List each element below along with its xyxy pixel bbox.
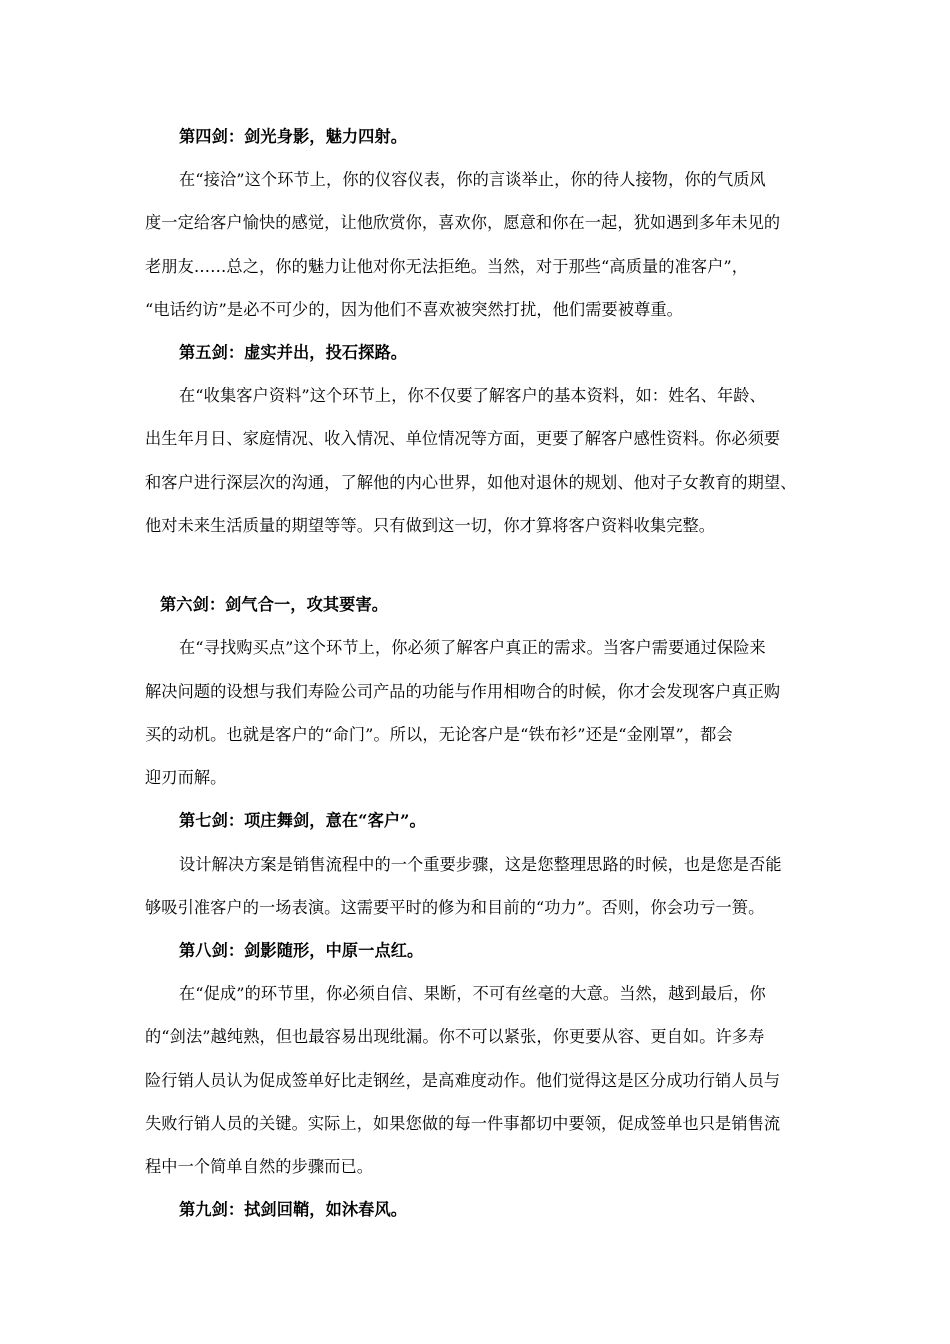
paragraph-line: 在“寻找购买点”这个环节上，你必须了解客户真正的需求。当客户需要通过保险来 (179, 638, 766, 657)
paragraph-line: 在“收集客户资料”这个环节上，你不仅要了解客户的基本资料，如：姓名、年龄、 (179, 386, 766, 405)
paragraph-line: 度一定给客户愉快的感觉，让他欣赏你，喜欢你，愿意和你在一起，犹如遇到多年未见的 (145, 213, 781, 232)
section-heading-9: 第九剑：拭剑回鞘，如沐春风。 (179, 1200, 408, 1219)
paragraph-line: 的“剑法”越纯熟，但也最容易出现纰漏。你不可以紧张，你更要从容、更自如。许多寿 (145, 1027, 765, 1046)
paragraph-line: 在“促成”的环节里，你必须自信、果断，不可有丝毫的大意。当然，越到最后，你 (179, 984, 766, 1003)
section-heading-7: 第七剑：项庄舞剑，意在“客户”。 (179, 811, 426, 830)
paragraph-line: 出生年月日、家庭情况、收入情况、单位情况等方面，更要了解客户感性资料。你必须要 (145, 429, 781, 448)
paragraph-line: 设计解决方案是销售流程中的一个重要步骤，这是您整理思路的时候，也是您是否能 (179, 855, 782, 874)
section-heading-6: 第六剑：剑气合一，攻其要害。 (160, 595, 389, 614)
paragraph-line: 失败行销人员的关键。实际上，如果您做的每一件事都切中要领，促成签单也只是销售流 (145, 1114, 781, 1133)
paragraph-line: “电话约访”是必不可少的，因为他们不喜欢被突然打扰，他们需要被尊重。 (145, 300, 683, 319)
paragraph-line: 够吸引准客户的一场表演。这需要平时的修为和目前的“功力”。否则，你会功亏一篑。 (145, 898, 765, 917)
paragraph-line: 老朋友……总之，你的魅力让他对你无法拒绝。当然，对于那些“高质量的准客户”， (145, 257, 749, 276)
paragraph-line: 程中一个简单自然的步骤而已。 (145, 1157, 374, 1176)
paragraph-line: 迎刃而解。 (145, 768, 227, 787)
paragraph-line: 买的动机。也就是客户的“命门”。所以，无论客户是“铁布衫”还是“金刚罩”，都会 (145, 725, 733, 744)
paragraph-line: 险行销人员认为促成签单好比走钢丝，是高难度动作。他们觉得这是区分成功行销人员与 (145, 1071, 781, 1090)
section-heading-8: 第八剑：剑影随形，中原一点红。 (179, 941, 424, 960)
paragraph-line: 和客户进行深层次的沟通，了解他的内心世界，如他对退休的规划、他对子女教育的期望、 (145, 473, 797, 492)
paragraph-line: 在“接洽”这个环节上，你的仪容仪表，你的言谈举止，你的待人接物，你的气质风 (179, 170, 766, 189)
section-heading-4: 第四剑：剑光身影，魅力四射。 (179, 127, 408, 146)
paragraph-line: 解决问题的设想与我们寿险公司产品的功能与作用相吻合的时候，你才会发现客户真正购 (145, 682, 781, 701)
section-heading-5: 第五剑：虚实并出，投石探路。 (179, 343, 408, 362)
paragraph-line: 他对未来生活质量的期望等等。只有做到这一切，你才算将客户资料收集完整。 (145, 516, 716, 535)
